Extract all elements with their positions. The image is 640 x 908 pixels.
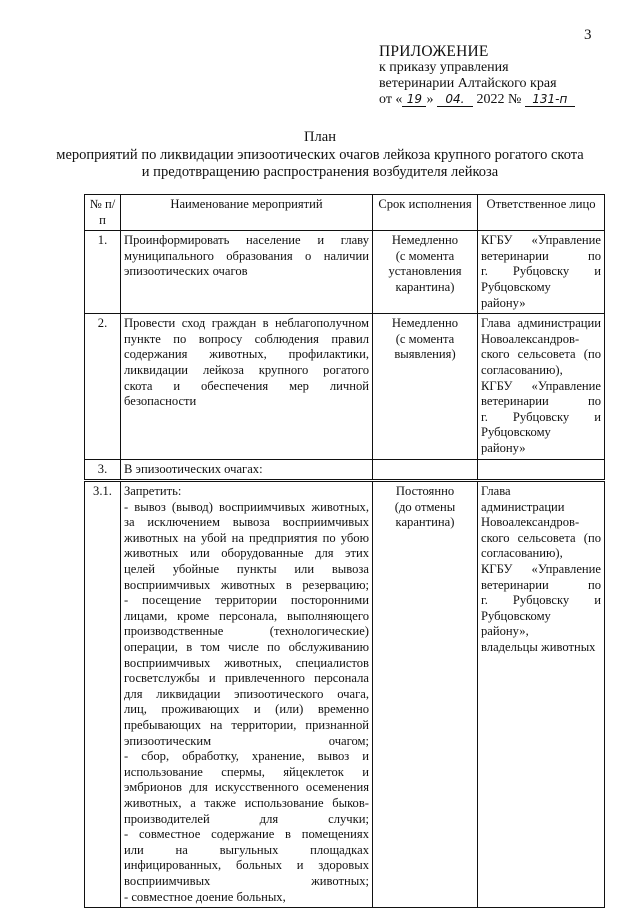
resp-line: Новоалександров- — [481, 331, 580, 346]
name-line: производителей для случки; — [124, 811, 369, 826]
resp-line: согласованию), — [481, 546, 563, 561]
header-resp: Ответственное лицо — [478, 195, 605, 231]
name-line: скота и обеспечения мер личной — [124, 378, 369, 393]
resp-line: КГБУ «Управление — [481, 562, 601, 577]
name-line: - совместное доение больных, — [124, 889, 286, 904]
resp-line: району» — [481, 295, 526, 310]
name-line: целей убойные пункты или вывоза — [124, 562, 369, 577]
term-line: установления — [388, 264, 462, 279]
plan-subtitle-1: мероприятий по ликвидации эпизоотических очагов лейкоза крупного рогатого скота — [56, 147, 584, 163]
deadline — [373, 231, 478, 314]
row-number: 3. — [85, 459, 121, 481]
order-day: 19 — [402, 93, 426, 107]
resp-line: согласованию), — [481, 362, 563, 377]
name-line: эпизоотическим очагом; — [124, 733, 369, 748]
name-line: Запретить: — [124, 484, 182, 499]
resp-line: Новоалександров- — [481, 515, 580, 530]
term-line: (с момента — [395, 331, 455, 346]
name-line: эмбрионов для искусственного осеменения — [124, 780, 369, 795]
name-line: ликвидации лейкоза крупного рогатого — [124, 362, 369, 377]
order-number: 131-п — [525, 93, 575, 107]
name-line: госветслужбы и привлеченного персонала — [124, 671, 369, 686]
resp-line: ского сельсовета (по — [481, 530, 601, 545]
header-num: № п/п — [85, 195, 121, 231]
name-line: Проинформировать население и главу — [124, 233, 369, 248]
table-row — [85, 481, 605, 908]
name-line: восприимчивых животных в резервацию; — [124, 577, 369, 592]
resp-line: г. Рубцовску и — [481, 593, 601, 608]
plan-title: План — [304, 129, 336, 145]
term-line: Немедленно — [391, 233, 459, 248]
name-line: восприимчивых животных; — [124, 873, 369, 888]
resp-line: г. Рубцовску и — [481, 409, 601, 424]
name-line: - вывоз (вывод) восприимчивых животных, — [124, 499, 369, 514]
plan-table — [84, 194, 605, 908]
name-line: - посещение территории посторонними — [124, 593, 369, 608]
appendix-heading: ПРИЛОЖЕНИЕ — [379, 43, 489, 60]
measure-name — [121, 231, 373, 314]
name-line: или на выгульных площадках — [124, 842, 369, 857]
name-line: Провести сход граждан в неблагополучном — [124, 316, 369, 331]
name-line: содержания животных, профилактики, — [124, 347, 369, 362]
name-line: производственные (технологические) — [124, 624, 369, 639]
resp-line: КГБУ «Управление — [481, 233, 601, 248]
order-year: 2022 № — [476, 92, 522, 107]
name-line: операции, в том числе по обслуживанию — [124, 640, 369, 655]
appendix-line-1: к приказу управления — [379, 60, 509, 75]
name-line: эпизоотических очагов — [124, 264, 248, 279]
resp-line: району» — [481, 440, 526, 455]
resp-line: администрации — [481, 499, 565, 514]
resp-line: Глава — [481, 484, 511, 499]
table-header-row — [85, 195, 605, 231]
name-line: безопасности — [124, 394, 197, 409]
name-line: В эпизоотических очагах: — [124, 461, 263, 476]
appendix-date-line — [379, 92, 575, 108]
name-line: - сбор, обработку, хранение, вывоз и — [124, 749, 369, 764]
name-line: для ликвидации эпизоотического очага, — [124, 686, 369, 701]
name-line: пребывающих на территории, признанной — [124, 718, 369, 732]
responsible — [478, 231, 605, 314]
term-line: карантина) — [395, 515, 455, 530]
measure-name — [121, 314, 373, 459]
name-line: - совместное содержание в помещениях — [124, 827, 369, 842]
deadline — [373, 459, 478, 481]
header-name: Наименование мероприятий — [121, 195, 373, 231]
term-line: выявления) — [394, 347, 456, 362]
name-line: животных на убой на предприятия по убою — [124, 530, 369, 545]
responsible — [478, 459, 605, 481]
name-line: муниципального образования о наличии — [124, 248, 369, 263]
resp-line: владельцы животных — [481, 640, 596, 655]
term-line: карантина) — [395, 279, 455, 294]
resp-line: Рубцовскому — [481, 608, 551, 623]
resp-line: Рубцовскому — [481, 425, 551, 440]
row-number: 1. — [85, 231, 121, 314]
name-line: за исключением вывоза восприимчивых — [124, 515, 369, 530]
appendix-block — [379, 44, 575, 108]
appendix-line-2: ветеринарии Алтайского края — [379, 76, 557, 91]
resp-line: ветеринарии по — [481, 394, 601, 409]
term-line: Постоянно — [395, 484, 455, 499]
measure-name — [121, 481, 373, 908]
name-line: лицами, кроме персонала, выполняющего — [124, 608, 369, 623]
name-line: животных или оборудованные для этих — [124, 546, 369, 561]
name-line: лиц, проживающих и (или) временно — [124, 702, 369, 717]
resp-line: ского сельсовета (по — [481, 347, 601, 362]
name-line: животных, а также использование быков- — [124, 795, 369, 810]
resp-line: ветеринарии по — [481, 248, 601, 263]
measure-name — [121, 459, 373, 481]
deadline — [373, 314, 478, 459]
header-term: Срок исполнения — [373, 195, 478, 231]
plan-subtitle-2: и предотвращению распространения возбудителя лейкоза — [141, 164, 499, 180]
name-line: пункте по вопросу соблюдения правил — [124, 331, 369, 346]
resp-line: району», — [481, 624, 529, 639]
name-line: инфицированных, больных и здоровых — [124, 858, 369, 873]
resp-line: КГБУ «Управление — [481, 378, 601, 393]
table-row — [85, 459, 605, 481]
resp-line: Рубцовскому — [481, 279, 551, 294]
table-row — [85, 314, 605, 459]
date-mid: » — [426, 92, 434, 107]
term-line: (с момента — [395, 248, 455, 263]
name-line: использование спермы, яйцеклеток и — [124, 764, 369, 779]
responsible — [478, 314, 605, 459]
term-line: Немедленно — [391, 316, 459, 331]
responsible — [478, 481, 605, 908]
term-line: (до отмены — [394, 499, 456, 514]
resp-line: ветеринарии по — [481, 577, 601, 592]
table-row — [85, 231, 605, 314]
name-line: восприимчивых животных, специалистов — [124, 655, 369, 670]
date-prefix: от « — [379, 92, 403, 107]
row-number: 2. — [85, 314, 121, 459]
resp-line: Глава администрации — [481, 316, 601, 331]
resp-line: г. Рубцовску и — [481, 264, 601, 279]
deadline — [373, 481, 478, 908]
plan-table-body — [85, 231, 605, 908]
order-month: 04. — [437, 93, 473, 107]
page-number: 3 — [584, 27, 592, 43]
row-number: 3.1. — [85, 481, 121, 908]
